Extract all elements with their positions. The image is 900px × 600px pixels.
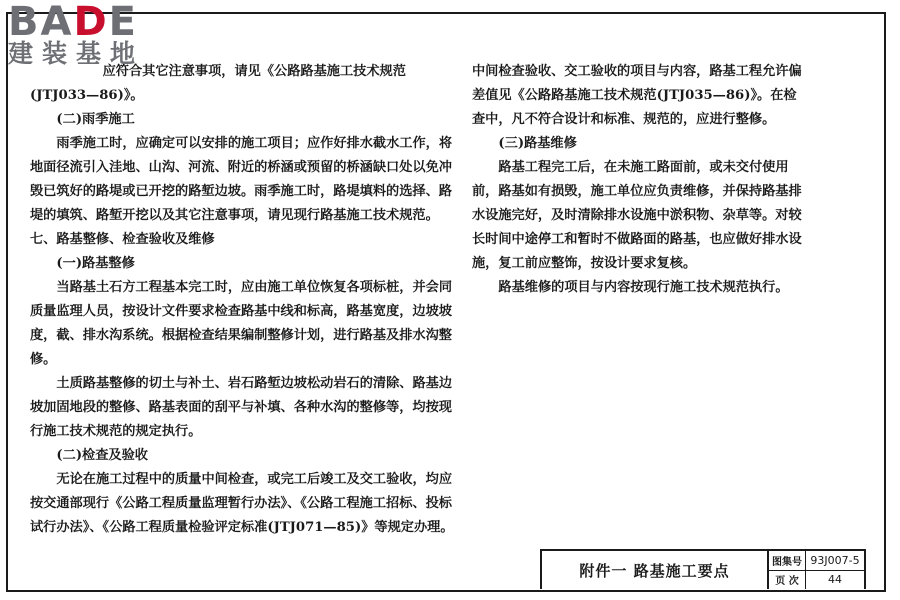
paragraph-maintenance: 路基工程完工后，在未施工路面前，或未交付使用前，路基如有损毁，施工单位应负责维修，并保持路基排水设施完好，及时清除排水设施中淤积物、杂草等。对较长时间中途停工和暂时不做路面的路基，也应做好排水设施，复工前应整饰，按设计要求复核。 <box>472 160 802 271</box>
paragraph-rainy-season: 雨季施工时，应确定可以安排的施工项目；应作好排水截水工作，将地面径流引入洼地、山沟、河流、附近的桥涵或预留的桥涵缺口处以免冲毁已筑好的路堤或已开挖的路堑边坡。雨季施工时，路堤填料的选择、路堤的填筑、路堑开挖以及其它注意事项，请见现行路基施工技术规范。 <box>30 136 453 223</box>
paragraph-maintenance-2: 路基维修的项目与内容按现行施工技术规范执行。 <box>498 280 789 295</box>
continued-text: 应符合其它注意事项，请见《公路路基施工技术规范(JTJ033—86)》。 <box>30 64 406 103</box>
page-number-label: 页 次 <box>769 571 806 590</box>
heading-section-seven: 七、路基整修、检查验收及维修 <box>30 232 215 247</box>
heading-inspection: (二)检查及验收 <box>56 448 148 463</box>
logo-chinese: 建装基地 <box>8 39 145 68</box>
logo-wordmark: BADE <box>8 0 138 45</box>
atlas-number-row <box>769 551 864 570</box>
bade-logo <box>8 2 144 68</box>
paragraph-continued: 中间检查验收、交工验收的项目与内容，路基工程允许偏差值见《公路路基施工技术规范(JTJ035—86)》。在检查中，凡不符合设计和标准、规范的，应进行整修。 <box>472 64 802 127</box>
paragraph-repair-1: 当路基土石方工程基本完工时，应由施工单位恢复各项标桩，并会同质量监理人员，按设计文件要求检查路基中线和标高，路基宽度，边坡坡度，截、排水沟系统。根据检查结果编制整修计划，进行路基及排水沟整修。 <box>30 280 453 367</box>
page-number-row <box>769 570 864 590</box>
heading-rainy-season: (二)雨季施工 <box>56 112 135 127</box>
paragraph-inspection: 无论在施工过程中的质量中间检查，或完工后竣工及交工验收，均应按交通部现行《公路工程质量监理暂行办法》、《公路工程施工招标、投标试行办法》、《公路工程质量检验评定标准(JTJ071—85)》等规定办理。 <box>30 472 454 535</box>
right-column <box>472 60 802 300</box>
atlas-number-label: 图集号 <box>769 551 806 570</box>
heading-subgrade-repair: (一)路基整修 <box>56 256 135 271</box>
title-block <box>540 549 866 589</box>
page-number-value: 44 <box>828 573 842 587</box>
heading-maintenance: (三)路基维修 <box>498 136 577 151</box>
paragraph-repair-2: 土质路基整修的切土与补土、岩石路堑边坡松动岩石的清除、路基边坡加固地段的整修、路基表面的刮平与补填、各种水沟的整修等，均按现行施工技术规范的规定执行。 <box>30 376 453 439</box>
drawing-title: 附件一 路基施工要点 <box>542 551 769 589</box>
title-block-grid <box>769 551 864 589</box>
atlas-number-value: 93J007-5 <box>810 553 860 567</box>
left-column <box>30 60 458 540</box>
